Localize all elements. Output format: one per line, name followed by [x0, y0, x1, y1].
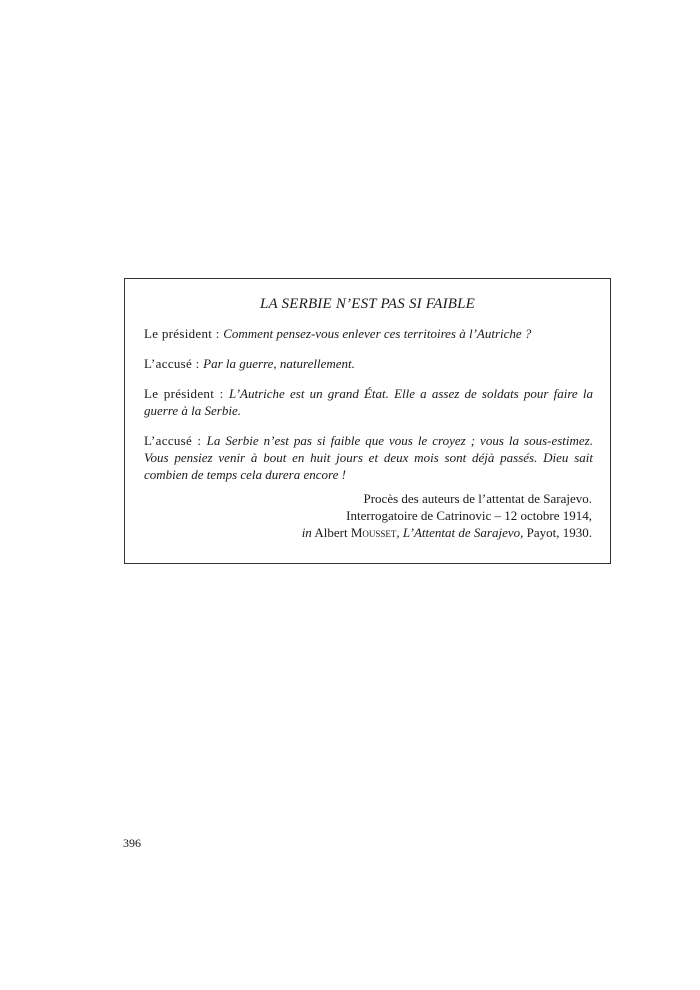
citation-author-first: Albert	[314, 525, 348, 540]
dialogue-line	[144, 325, 593, 342]
speaker-label: L’accusé :	[144, 433, 207, 448]
dialogue	[144, 325, 593, 496]
document-title: LA SERBIE N’EST PAS SI FAIBLE	[259, 296, 476, 312]
dialogue-line	[144, 385, 593, 419]
citation-line-3	[302, 524, 592, 541]
citation-in: in	[301, 525, 312, 540]
speech-text: La Serbie n’est pas si faible que vous le croyez ; vous la sous-estimez. Vous pensiez venir à bout en huit jours et deux mois sont déjà passés. Dieu sait combien de temps cela durera encore !	[144, 433, 593, 482]
citation-author-last: Mousset	[350, 525, 397, 540]
speaker-label: Le président :	[144, 386, 229, 401]
source-citation	[302, 490, 592, 541]
speech-text: Comment pensez-vous enlever ces territoires à l’Autriche ?	[223, 326, 532, 341]
dialogue-line	[144, 355, 593, 372]
citation-publisher: Payot, 1930.	[526, 525, 592, 540]
source-document-box	[124, 278, 611, 564]
speech-text: Par la guerre, naturellement.	[203, 356, 355, 371]
citation-line-2: Interrogatoire de Catrinovic – 12 octobre 1914,	[346, 508, 592, 523]
citation-work: L’Attentat de Sarajevo,	[402, 525, 524, 540]
speaker-label: Le président :	[144, 326, 224, 341]
speaker-label: L’accusé :	[144, 356, 204, 371]
page-number: 396	[123, 836, 141, 850]
dialogue-line	[144, 432, 593, 483]
speech-text: L’Autriche est un grand État. Elle a assez de soldats pour faire la guerre à la Serbie.	[144, 386, 593, 418]
citation-line-1: Procès des auteurs de l’attentat de Sarajevo.	[363, 491, 592, 506]
citation-separator: ,	[396, 525, 403, 540]
